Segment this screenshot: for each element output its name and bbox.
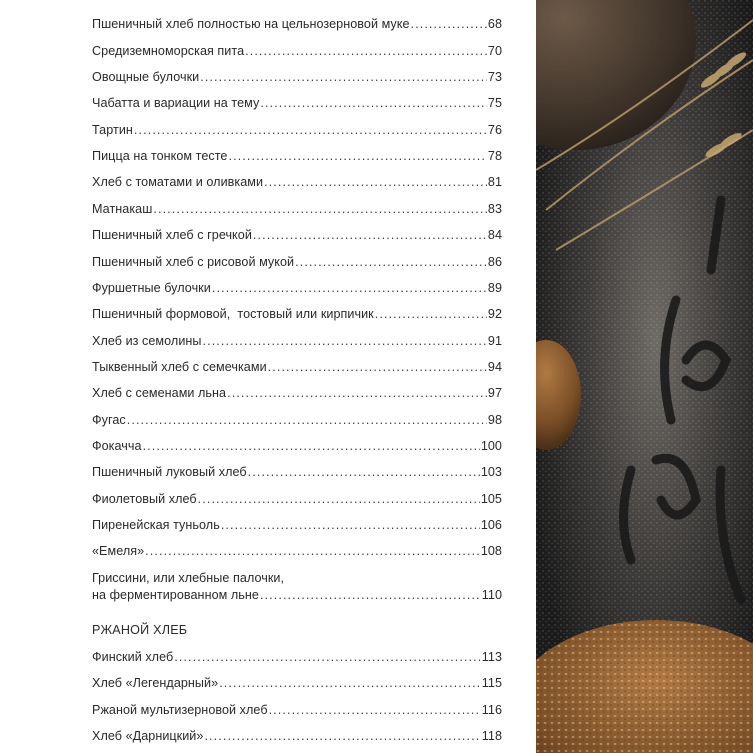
- toc-entry-page: 75: [487, 96, 502, 110]
- toc-entry[interactable]: [92, 254, 502, 271]
- dot-leader: [174, 649, 481, 666]
- dot-leader: [227, 385, 487, 402]
- toc-entry-page: 115: [481, 676, 502, 690]
- dot-leader: [375, 306, 487, 323]
- toc-entry-title: Тыквенный хлеб с семечками: [92, 360, 267, 374]
- toc-entry-title: Пшеничный хлеб с рисовой мукой: [92, 255, 295, 269]
- dot-leader: [153, 201, 487, 218]
- dot-leader: [145, 543, 480, 560]
- toc-entry-page: 97: [487, 386, 502, 400]
- toc-entry[interactable]: [92, 16, 502, 33]
- dot-leader: [248, 464, 480, 481]
- dot-leader: [200, 69, 487, 86]
- bread-flour-photo-icon: [536, 0, 753, 753]
- toc-entry-page: 84: [487, 228, 502, 242]
- dot-leader: [204, 728, 480, 745]
- toc-entry-title: Пшеничный хлеб полностью на цельнозерновой муке: [92, 17, 410, 31]
- toc-entry-page: 110: [481, 588, 502, 602]
- toc-entry[interactable]: [92, 306, 502, 323]
- toc-entry[interactable]: [92, 543, 502, 560]
- toc-entry-page: 108: [480, 544, 502, 558]
- bread-flour-photo: [536, 0, 753, 753]
- toc-entry-title: Фокачча: [92, 439, 142, 453]
- toc-entry[interactable]: [92, 385, 502, 402]
- toc-entry[interactable]: [92, 333, 502, 350]
- toc-entry-title: Пиренейская туньоль: [92, 518, 220, 532]
- toc-entry-page: 89: [487, 281, 502, 295]
- dot-leader: [228, 148, 486, 165]
- toc-entry-page: 91: [487, 334, 502, 348]
- toc-entry[interactable]: [92, 359, 502, 376]
- toc-entry-title: Фуршетные булочки: [92, 281, 211, 295]
- toc-entry[interactable]: [92, 728, 502, 745]
- toc-entry-page: 73: [487, 70, 502, 84]
- toc-entry[interactable]: [92, 649, 502, 666]
- toc-entry-page: 113: [481, 650, 502, 664]
- toc-entry[interactable]: [92, 43, 502, 60]
- toc-entry[interactable]: [92, 69, 502, 86]
- toc-entry-title: Фугас: [92, 413, 126, 427]
- toc-entry-page: 76: [487, 123, 502, 137]
- dot-leader: [212, 280, 487, 297]
- toc-entry[interactable]: [92, 122, 502, 139]
- toc-entry[interactable]: [92, 174, 502, 191]
- toc-entry-multiline[interactable]: [92, 570, 502, 604]
- dot-leader: [253, 227, 487, 244]
- toc-entry[interactable]: [92, 675, 502, 692]
- toc-entry-title: Хлеб «Легендарный»: [92, 676, 219, 690]
- dot-leader: [134, 122, 487, 139]
- toc-entry-page: 83: [487, 202, 502, 216]
- dot-leader: [411, 16, 487, 33]
- dot-leader: [264, 174, 487, 191]
- toc-entry-page: 116: [481, 703, 502, 717]
- toc-entry-page: 70: [487, 44, 502, 58]
- toc-entry-page: 103: [480, 465, 502, 479]
- toc-entry-title-line2: на ферментированном льне: [92, 588, 259, 602]
- toc-entry-title: Средиземноморская пита: [92, 44, 245, 58]
- toc-entry-title: Хлеб с семенами льна: [92, 386, 227, 400]
- toc-entry-page: 92: [487, 307, 502, 321]
- toc-entry[interactable]: [92, 517, 502, 534]
- toc-entry-page: 105: [480, 492, 502, 506]
- toc-entry[interactable]: [92, 464, 502, 481]
- dot-leader: [269, 702, 481, 719]
- toc-entry[interactable]: [92, 412, 502, 429]
- toc-entry-page: 81: [487, 175, 502, 189]
- toc-entry-title: Ржаной мультизерновой хлеб: [92, 703, 268, 717]
- toc-entry-page: 106: [480, 518, 502, 532]
- toc-entry-title: Хлеб с томатами и оливками: [92, 175, 264, 189]
- dot-leader: [268, 359, 487, 376]
- dot-leader: [127, 412, 487, 429]
- dot-leader: [221, 517, 480, 534]
- toc-entry-title: «Емеля»: [92, 544, 145, 558]
- toc-entry-title: Пшеничный луковый хлеб: [92, 465, 247, 479]
- toc-entry-title-line1: Гриссини, или хлебные палочки,: [92, 571, 285, 585]
- toc-entry-page: 94: [487, 360, 502, 374]
- toc-entry-title: Пшеничный формовой, тостовый или кирпичик: [92, 307, 374, 321]
- toc-entry-title: Матнакаш: [92, 202, 153, 216]
- toc-entry-title: Чабатта и вариации на тему: [92, 96, 260, 110]
- toc-entry[interactable]: [92, 95, 502, 112]
- toc-entry-title: Хлеб «Дарницкий»: [92, 729, 204, 743]
- toc-entry-title: Финский хлеб: [92, 650, 174, 664]
- toc-entry-title: Хлеб из семолины: [92, 334, 202, 348]
- toc-entry-page: 118: [481, 729, 502, 743]
- section-heading: РЖАНОЙ ХЛЕБ: [92, 623, 188, 637]
- toc-entry[interactable]: [92, 438, 502, 455]
- toc-entry-title: Пицца на тонком тесте: [92, 149, 228, 163]
- toc-entry[interactable]: [92, 702, 502, 719]
- toc-entry-page: 100: [480, 439, 502, 453]
- toc-entry[interactable]: [92, 201, 502, 218]
- toc-entry-title: Тартин: [92, 123, 133, 137]
- toc-entry-title: Пшеничный хлеб с гречкой: [92, 228, 252, 242]
- toc-entry-title: Фиолетовый хлеб: [92, 492, 197, 506]
- toc-entry-page: 86: [487, 255, 502, 269]
- dot-leader: [295, 254, 487, 271]
- dot-leader: [219, 675, 481, 692]
- toc-entry[interactable]: [92, 148, 502, 165]
- toc-entry-page: 68: [487, 17, 502, 31]
- toc-entry[interactable]: [92, 280, 502, 297]
- toc-entry-page: 78: [487, 149, 502, 163]
- toc-entry[interactable]: [92, 491, 502, 508]
- toc-entry-title: Овощные булочки: [92, 70, 200, 84]
- toc-entry-page: 98: [487, 413, 502, 427]
- dot-leader: [198, 491, 480, 508]
- dot-leader: [245, 43, 487, 60]
- dot-leader: [260, 587, 481, 604]
- dot-leader: [143, 438, 480, 455]
- dot-leader: [203, 333, 487, 350]
- toc-entry[interactable]: [92, 227, 502, 244]
- dot-leader: [260, 95, 487, 112]
